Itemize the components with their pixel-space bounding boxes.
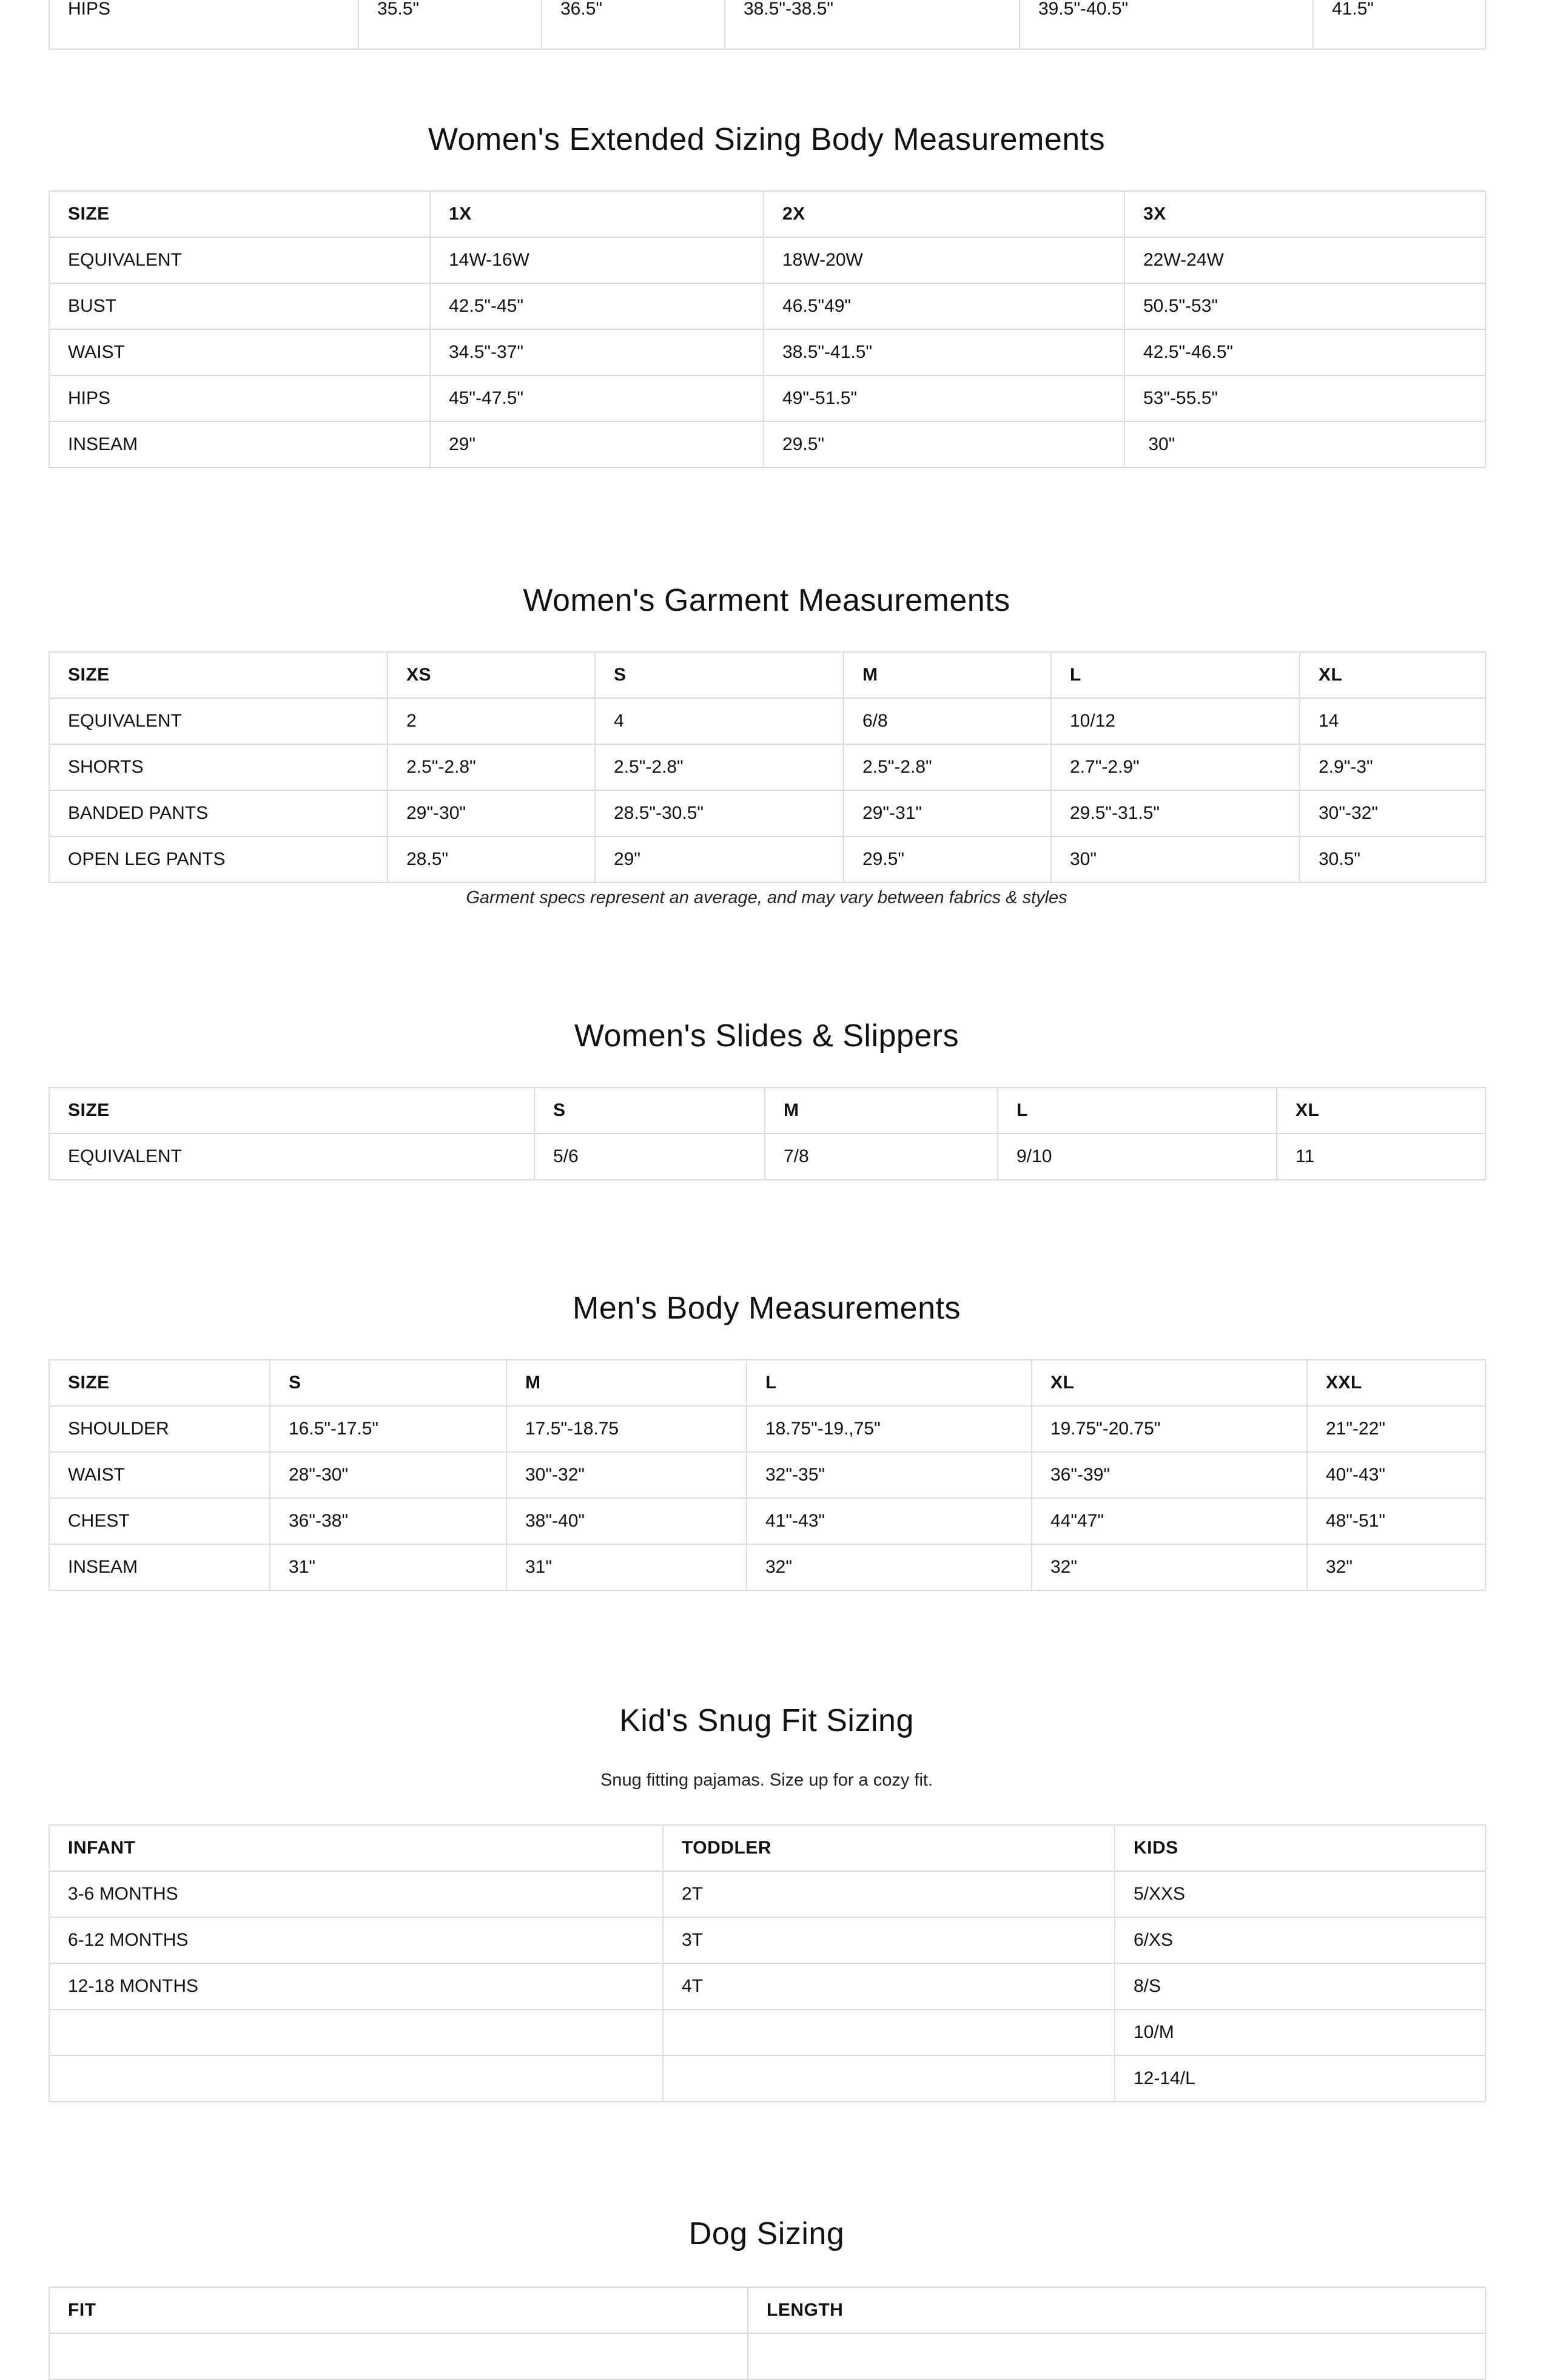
header-cell: S xyxy=(534,1087,765,1134)
table-header-row xyxy=(49,191,1485,237)
table-cell: 3T xyxy=(663,1917,1115,1963)
table-cell: 28.5"-30.5" xyxy=(595,790,844,836)
section-title: Men's Body Measurements xyxy=(573,1291,961,1326)
table-row xyxy=(49,1871,1485,1917)
table-cell: 32" xyxy=(747,1544,1032,1590)
table-cell: 45"-47.5" xyxy=(430,375,764,422)
table-cell: 2.5"-2.8" xyxy=(844,744,1051,790)
table-cell: 30" xyxy=(1124,422,1485,468)
header-cell: XL xyxy=(1300,652,1485,698)
section-title: Women's Slides & Slippers xyxy=(574,1018,959,1054)
table-cell: 14 xyxy=(1300,698,1485,744)
table-row xyxy=(49,237,1485,283)
header-cell: XXL xyxy=(1307,1360,1485,1406)
header-cell: M xyxy=(765,1087,998,1134)
table-cell: 6/8 xyxy=(844,698,1051,744)
table-cell: 10/M xyxy=(1115,2009,1485,2056)
table-cell: 6/XS xyxy=(1115,1917,1485,1963)
table-cell: 2.9"-3" xyxy=(1300,744,1485,790)
table-row xyxy=(49,1498,1485,1544)
table-cell: EQUIVALENT xyxy=(49,698,388,744)
table-cell: 4T xyxy=(663,1963,1115,2009)
table-row xyxy=(49,698,1485,744)
table-cell: 2.5"-2.8" xyxy=(388,744,595,790)
table-row xyxy=(49,0,1485,49)
table-cell: EQUIVALENT xyxy=(49,237,430,283)
table-cell: 31" xyxy=(506,1544,747,1590)
section-title: Dog Sizing xyxy=(688,2216,845,2251)
table-cell: 42.5"-46.5" xyxy=(1124,329,1485,375)
header-cell: XS xyxy=(388,652,595,698)
table-cell xyxy=(49,2009,663,2056)
table-header-row xyxy=(49,1825,1485,1871)
header-cell: XL xyxy=(1277,1087,1485,1134)
table-cell: 7/8 xyxy=(765,1134,998,1180)
table-cell xyxy=(49,2333,748,2379)
header-cell: KIDS xyxy=(1115,1825,1485,1871)
table-cell: 9/10 xyxy=(998,1134,1277,1180)
table-cell: 4 xyxy=(595,698,844,744)
table-cell: 35.5" xyxy=(358,0,542,49)
table-cell: 36.5" xyxy=(542,0,725,49)
table-cell: 38.5"-41.5" xyxy=(764,329,1124,375)
table-cell: WAIST xyxy=(49,329,430,375)
table-cell: 8/S xyxy=(1115,1963,1485,2009)
table-cell: 48"-51" xyxy=(1307,1498,1485,1544)
table-cell: 28"-30" xyxy=(270,1452,506,1498)
table-row xyxy=(49,283,1485,329)
table-cell: INSEAM xyxy=(49,422,430,468)
table-cell: 29.5"-31.5" xyxy=(1051,790,1300,836)
table-cell: 16.5"-17.5" xyxy=(270,1406,506,1452)
table-row xyxy=(49,1544,1485,1590)
table-cell: 29.5" xyxy=(844,836,1051,882)
table-cell: 41"-43" xyxy=(747,1498,1032,1544)
section-title: Women's Extended Sizing Body Measurements xyxy=(428,122,1106,157)
table-cell: 2 xyxy=(388,698,595,744)
table-cell xyxy=(663,2009,1115,2056)
table-cell xyxy=(748,2333,1485,2379)
header-cell: 3X xyxy=(1124,191,1485,237)
table-cell xyxy=(49,2056,663,2102)
table-cell: 32" xyxy=(1032,1544,1307,1590)
table-header-row xyxy=(49,652,1485,698)
table-cell: WAIST xyxy=(49,1452,270,1498)
table-cell: 32" xyxy=(1307,1544,1485,1590)
table-cell: BUST xyxy=(49,283,430,329)
header-cell: INFANT xyxy=(49,1825,663,1871)
table-cell: 49"-51.5" xyxy=(764,375,1124,422)
header-cell: SIZE xyxy=(49,1360,270,1406)
header-cell: FIT xyxy=(49,2287,748,2333)
table-cell: EQUIVALENT xyxy=(49,1134,534,1180)
table-cell: 30.5" xyxy=(1300,836,1485,882)
table-row xyxy=(49,1963,1485,2009)
table-cell: 36"-39" xyxy=(1032,1452,1307,1498)
size-table xyxy=(49,1359,1486,1591)
table-cell: 5/XXS xyxy=(1115,1871,1485,1917)
table-cell: SHOULDER xyxy=(49,1406,270,1452)
table-cell: 30"-32" xyxy=(506,1452,747,1498)
table-row xyxy=(49,422,1485,468)
header-cell: L xyxy=(747,1360,1032,1406)
size-table xyxy=(49,1824,1486,2102)
table-cell: 39.5"-40.5" xyxy=(1020,0,1313,49)
table-cell: 2T xyxy=(663,1871,1115,1917)
header-cell: 2X xyxy=(764,191,1124,237)
header-cell: M xyxy=(844,652,1051,698)
table-cell: 2.7"-2.9" xyxy=(1051,744,1300,790)
table-cell: 44"47" xyxy=(1032,1498,1307,1544)
table-row xyxy=(49,1917,1485,1963)
table-row xyxy=(49,2009,1485,2056)
table-header-row xyxy=(49,1360,1485,1406)
table-cell: 12-14/L xyxy=(1115,2056,1485,2102)
table-cell: 3-6 MONTHS xyxy=(49,1871,663,1917)
table-cell: 31" xyxy=(270,1544,506,1590)
header-cell: LENGTH xyxy=(748,2287,1485,2333)
table-cell: 11 xyxy=(1277,1134,1485,1180)
table-cell: 30" xyxy=(1051,836,1300,882)
section-title: Women's Garment Measurements xyxy=(523,583,1010,618)
garment-note: Garment specs represent an average, and may vary between fabrics & styles xyxy=(466,888,1067,907)
table-cell: INSEAM xyxy=(49,1544,270,1590)
table-cell: 46.5"49" xyxy=(764,283,1124,329)
table-cell: 29" xyxy=(430,422,764,468)
table-cell: OPEN LEG PANTS xyxy=(49,836,388,882)
size-table xyxy=(49,0,1486,50)
table-cell: 5/6 xyxy=(534,1134,765,1180)
table-row xyxy=(49,744,1485,790)
table-cell: BANDED PANTS xyxy=(49,790,388,836)
table-row xyxy=(49,836,1485,882)
table-cell: 38"-40" xyxy=(506,1498,747,1544)
header-cell: 1X xyxy=(430,191,764,237)
table-cell: SHORTS xyxy=(49,744,388,790)
table-cell: 22W-24W xyxy=(1124,237,1485,283)
table-row xyxy=(49,1134,1485,1180)
table-header-row xyxy=(49,2287,1485,2333)
size-table xyxy=(49,1087,1486,1180)
header-cell: SIZE xyxy=(49,652,388,698)
table-cell: 29" xyxy=(595,836,844,882)
table-cell: 29"-31" xyxy=(844,790,1051,836)
table-cell: HIPS xyxy=(49,375,430,422)
table-cell: 42.5"-45" xyxy=(430,283,764,329)
table-cell: 50.5"-53" xyxy=(1124,283,1485,329)
header-cell: TODDLER xyxy=(663,1825,1115,1871)
header-cell: M xyxy=(506,1360,747,1406)
table-cell: 29.5" xyxy=(764,422,1124,468)
table-cell: HIPS xyxy=(49,0,358,49)
section-title: Kid's Snug Fit Sizing xyxy=(619,1703,914,1738)
size-table xyxy=(49,651,1486,883)
table-row xyxy=(49,790,1485,836)
table-cell: 21"-22" xyxy=(1307,1406,1485,1452)
header-cell: S xyxy=(270,1360,506,1406)
table-cell: 19.75"-20.75" xyxy=(1032,1406,1307,1452)
table-row xyxy=(49,1452,1485,1498)
header-cell: SIZE xyxy=(49,191,430,237)
table-cell: 10/12 xyxy=(1051,698,1300,744)
table-row xyxy=(49,2056,1485,2102)
size-table xyxy=(49,2287,1486,2380)
table-row xyxy=(49,375,1485,422)
table-header-row xyxy=(49,1087,1485,1134)
header-cell: L xyxy=(998,1087,1277,1134)
table-cell: 53"-55.5" xyxy=(1124,375,1485,422)
table-cell: 18W-20W xyxy=(764,237,1124,283)
table-cell: 34.5"-37" xyxy=(430,329,764,375)
table-cell xyxy=(663,2056,1115,2102)
table-cell: 36"-38" xyxy=(270,1498,506,1544)
section-subtitle: Snug fitting pajamas. Size up for a cozy fit. xyxy=(600,1770,933,1790)
table-cell: 41.5" xyxy=(1313,0,1485,49)
table-row xyxy=(49,1406,1485,1452)
table-cell: 14W-16W xyxy=(430,237,764,283)
table-row xyxy=(49,2333,1485,2379)
header-cell: S xyxy=(595,652,844,698)
table-cell: 2.5"-2.8" xyxy=(595,744,844,790)
table-cell: 40"-43" xyxy=(1307,1452,1485,1498)
table-cell: 32"-35" xyxy=(747,1452,1032,1498)
table-cell: 28.5" xyxy=(388,836,595,882)
table-cell: 29"-30" xyxy=(388,790,595,836)
table-cell: 17.5"-18.75 xyxy=(506,1406,747,1452)
table-cell: 6-12 MONTHS xyxy=(49,1917,663,1963)
table-cell: 30"-32" xyxy=(1300,790,1485,836)
table-cell: 38.5"-38.5" xyxy=(725,0,1020,49)
header-cell: L xyxy=(1051,652,1300,698)
table-row xyxy=(49,329,1485,375)
header-cell: SIZE xyxy=(49,1087,534,1134)
size-table xyxy=(49,190,1486,468)
header-cell: XL xyxy=(1032,1360,1307,1406)
table-cell: 18.75"-19.,75" xyxy=(747,1406,1032,1452)
table-cell: CHEST xyxy=(49,1498,270,1544)
table-cell: 12-18 MONTHS xyxy=(49,1963,663,2009)
